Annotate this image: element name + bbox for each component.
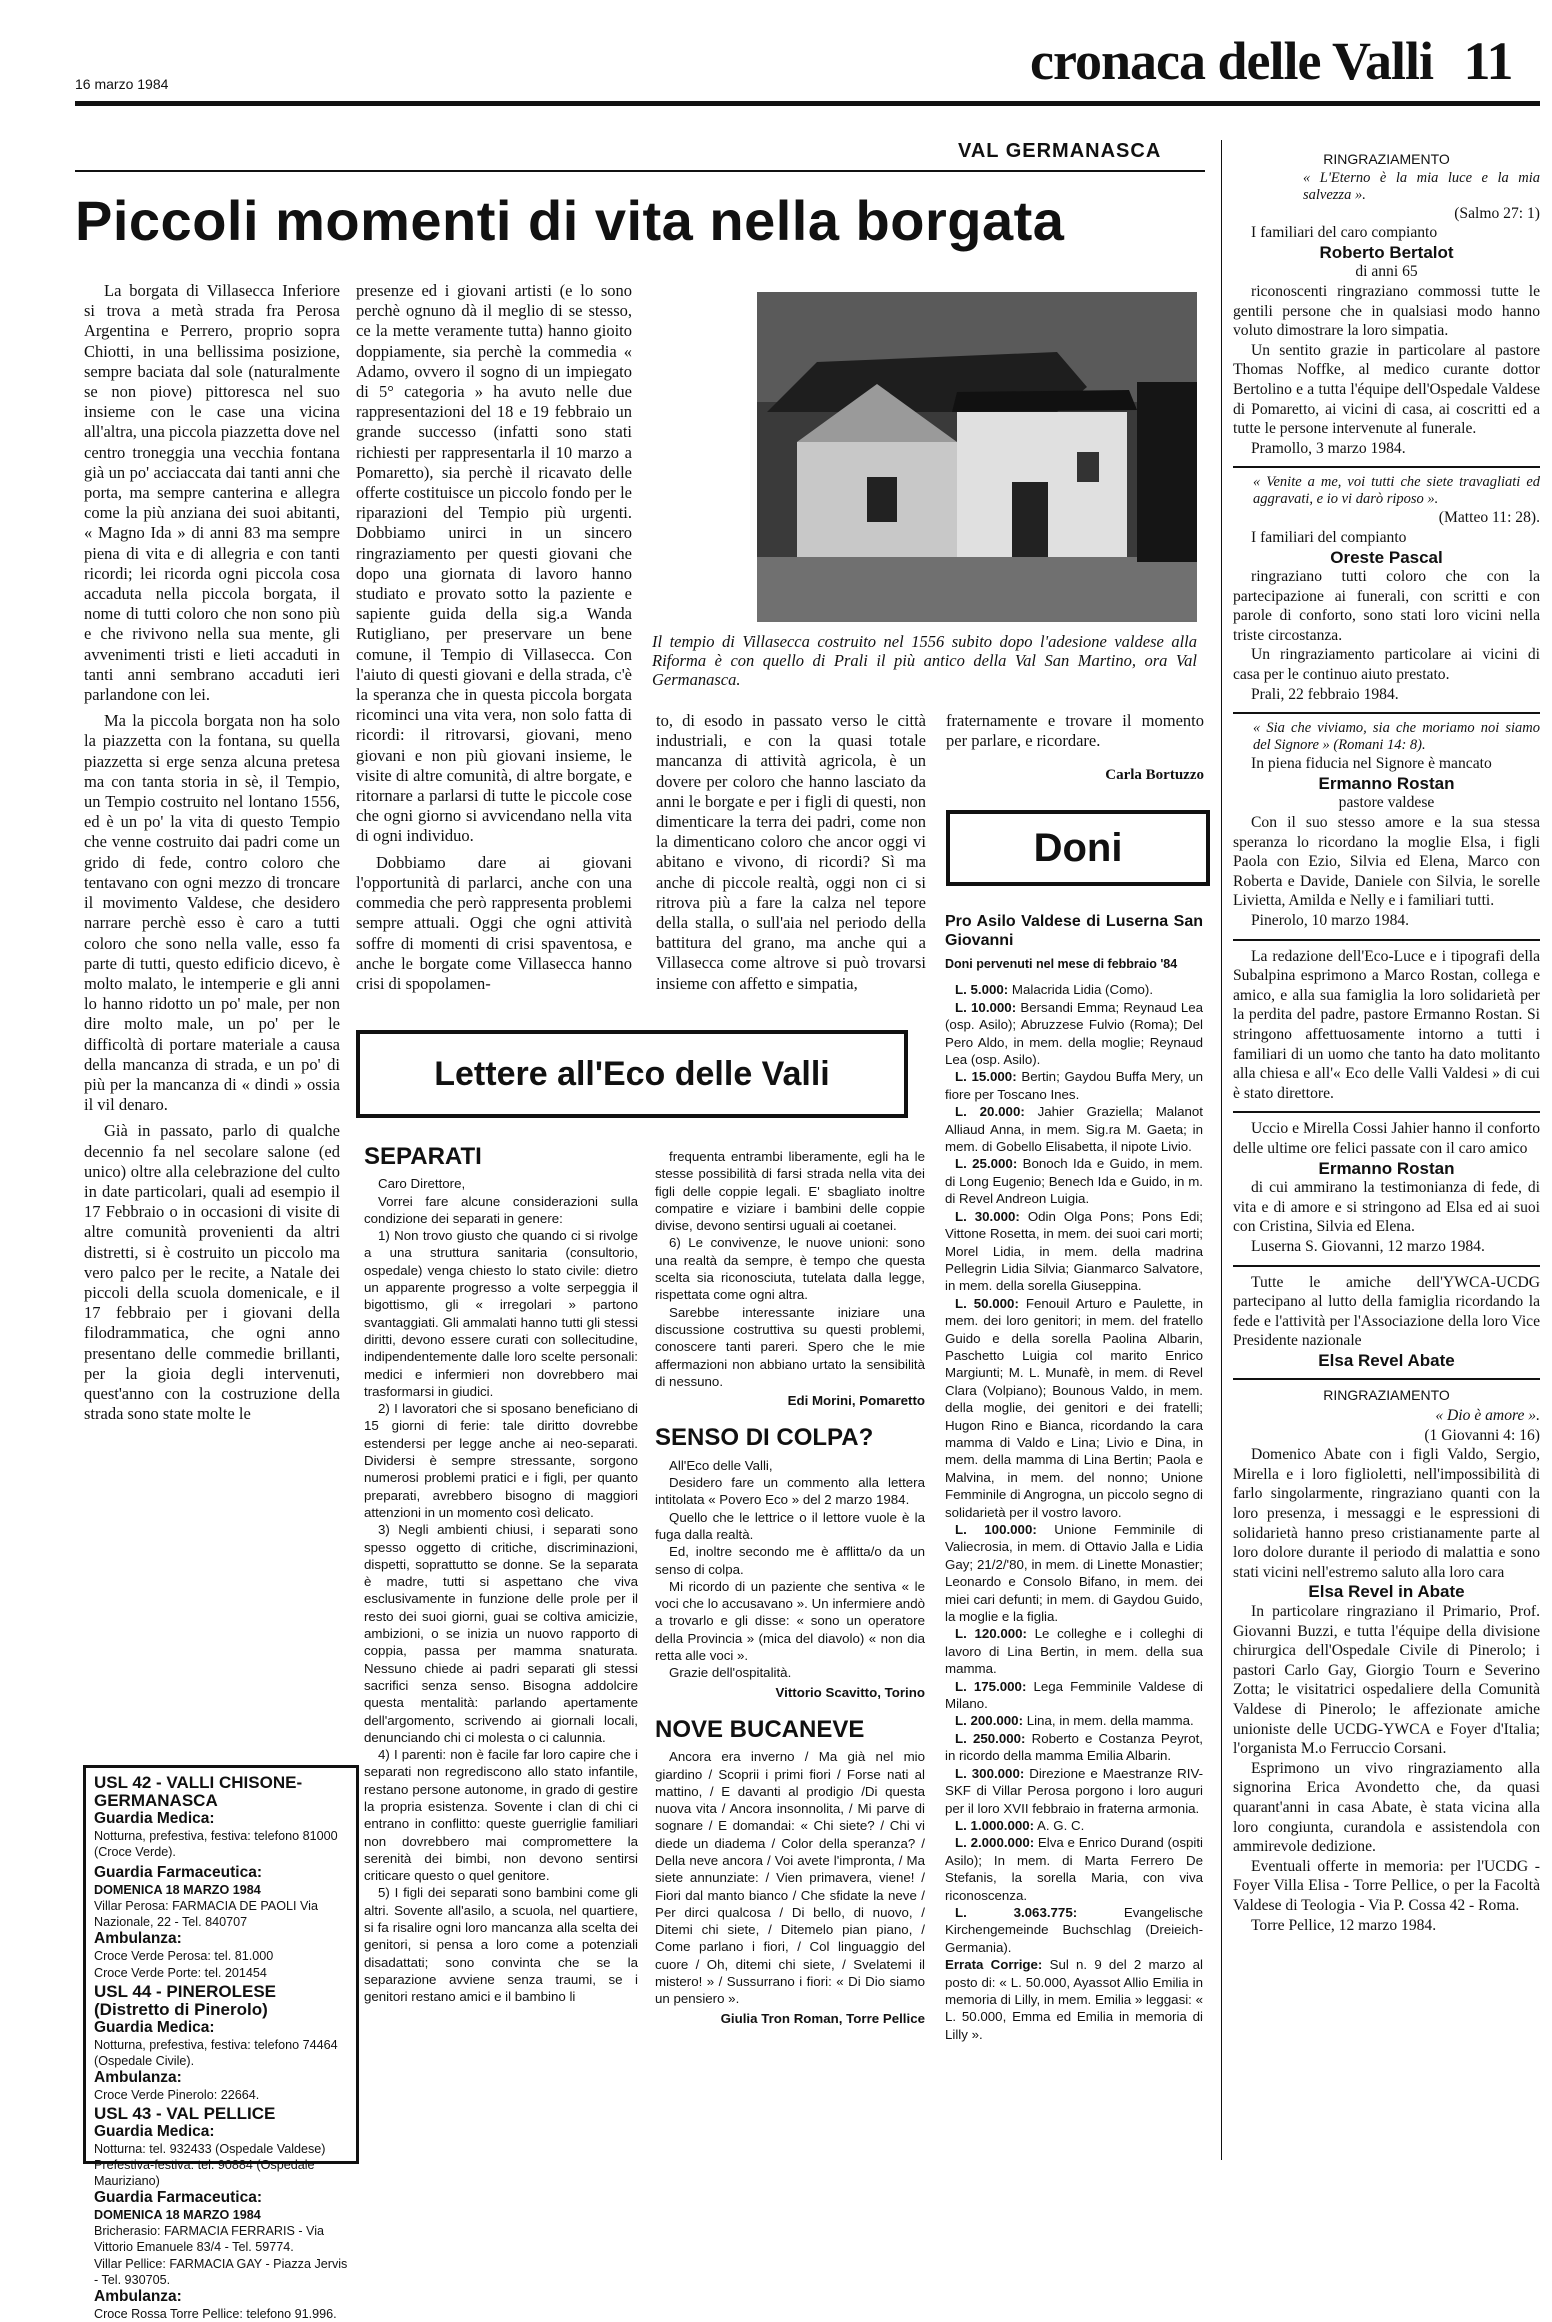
article-column-2 (356, 281, 632, 994)
paragraph: Eventuali offerte in memoria: per l'UCDG - Foyer Villa Elisa - Torre Pellice, o per la Facoltà Valdese di Teologia - Via P. Cossa 42 - Roma. (1233, 1857, 1540, 1914)
doni-item (945, 1678, 1203, 1713)
doni-amount: L. 175.000: (955, 1678, 1027, 1694)
usl42-title: USL 42 - VALLI CHISONE-GERMANASCA (94, 1773, 303, 1810)
article-paragraph: presenze ed i giovani artisti (e lo sono perchè ognuno dà il meglio di se stesso, ce la mette veramente tutta) hanno gioito doppiamente, sia perchè la commedia « Adamo, ovvero il sogno di un impiegato di 5° categoria » ha avuto nelle due rappresentazioni del 18 e 19 febbraio un grande successo (infatti sono stati richiesti per rappresentarla il 10 marzo a Pomaretto), sia perchè il ricavato delle offerte costituisce un piccolo fondo per le riparazioni del Tempio più urgenti. Dobbiamo unirci in un sincero ringraziamento per questi giovani che dopo una giornata di lavoro hanno studiato e provato sotto la paziente e sapiente guida della sig.a Wanda Rutigliano, per preservare un bene comune, il Tempio di Villasecca. Con l'aiuto di questi giovani e della strada, c'è la speranza che in questa piccola borgata ricominci una vita vera, non solo fatta di ricordi: il ritrovarsi, giovani, meno giovani e non più giovani insieme, le visite di altre comunità, di altre borgate, e ritornare a parlarsi di tutte le piccole cose che ogni giorno si avvicendano nella vita di ogni individuo. (356, 281, 632, 846)
paragraph: Bricherasio: FARMACIA FERRARIS - Via Vittorio Emanuele 83/4 - Tel. 59774. (94, 2224, 325, 2255)
paragraph: 1) Non trovo giusto che quando ci si rivolge a una struttura sanitaria (consultorio, ospedale) venga chiesto lo stato civile: dietro un apparente progresso a volte serpeggia il bigottismo, gli « irregolari » partono svantaggiati. Gli ammalati hanno tutti gli stessi diritti, devono essere curati con sollecitudine, indipendentemente dalle loro scelte personali: medici e infermieri non dovrebbero mai trasformarsi in giudici. (364, 1228, 638, 1399)
usl42-farm-text: Villar Perosa: FARMACIA DE PAOLI Via Nazionale, 22 - Tel. 840707 (94, 1899, 318, 1930)
paragraph: Sarebbe interessante iniziare una discussione costruttiva su questi problemi, conoscere tanti pareri. Spero che le mie affermazioni non abbiano urtato la sensibilità di nessuno. (655, 1304, 925, 1389)
doni-donors: Direzione e Maestranze RIV-SKF di Villar Perosa porgono i loro auguri per il loro XVII febbraio in fraterna armonia. (945, 1765, 1204, 1816)
letter-signature: Vittorio Scavitto, Torino (775, 1684, 925, 1700)
ringraziamento-heading: RINGRAZIAMENTO (1323, 1387, 1450, 1404)
article-paragraph: La borgata di Villasecca Inferiore si trova a metà strada fra Perosa Argentina e Perrero, proprio sopra Chiotti, in una bellissima posizione, sempre baciata dal sole (naturalmente se non piove) pittoresca nel suo insieme con le case una vicina all'altra, una piccola piazzetta dove nel centro troneggia una vecchia fontana già un po' acciaccata dai tanti anni che porta, ma sempre canterina e allegra come la più anziana dei suoi abitanti, « Magno Ida » di anni 83 ma sempre piena di vita e di allegria e con tanti ricordi; lei ricorda ogni piccola cosa accaduta nella piccola borgata, il nome di tutti coloro che non sono più e che rivivono nella sua mente, gli avvenimenti tristi e lieti accaduti in tanti anni sembrano accaduti ieri parlandone con lei. (84, 281, 340, 705)
article-title: Piccoli momenti di vita nella borgata (75, 189, 1065, 252)
letters-banner-label: Lettere all'Eco delle Valli (434, 1055, 830, 1093)
usl44-title: USL 44 - PINEROLESE (Distretto di Pinerolo) (94, 1981, 277, 2019)
bible-ref: (Salmo 27: 1) (1454, 204, 1540, 222)
issue-date: 16 marzo 1984 (75, 76, 169, 92)
paragraph: Prefestiva-festiva: tel. 90884 (Ospedale Mauriziano) (94, 2158, 315, 2189)
paragraph: Desidero fare un commento alla lettera intitolata « Povero Eco » del 2 marzo 1984. (655, 1475, 925, 1508)
bible-quote: « Dio è amore ». (1435, 1407, 1540, 1425)
paragraph: All'Eco delle Valli, (669, 1457, 773, 1473)
notice-intro: In piena fiducia nel Signore è mancato (1251, 755, 1492, 773)
notice-text: Domenico Abate con i figli Valdo, Sergio, Mirella e i loro figlioletti, nell'impossibilità di farlo singolarmente, ringraziano quanti con la loro presenza, i messaggi e le espressioni di solidarietà hanno preso cristianamente parte al loro dolore durante il periodo di malattia e sono stati vicini nell'estremo saluto alla loro cara (1233, 1446, 1540, 1581)
usl43-date: DOMENICA 18 MARZO 1984 (94, 2208, 261, 2223)
section-rule (75, 170, 1205, 172)
deceased-name: Elsa Revel Abate (1318, 1350, 1455, 1370)
doni-amount: L. 2.000.000: (955, 1835, 1035, 1851)
article-paragraph: fraternamente e trovare il momento per parlare, e ricordare. (946, 711, 1204, 751)
letter-signature: Edi Morini, Pomaretto (787, 1393, 925, 1409)
article-paragraph: to, di esodo in passato verso le città industriali, e con la quasi totale mancanza di attività agricola, è un dovere per coloro che hanno lasciato da anni le borgate e per i figli di questi, non dimenticare la terra dei padri, come non la dimenticano coloro che ancor oggi vi abitano e vivono, di ricordi? Sì ma anche di piccole realtà, oggi non ci si ritrova più a fare la calza nel tepore della stalla, o sull'aia nel periodo della battitura del grano, ma anche qui a Villasecca come altrove si può trovarsi insieme con affetto e simpatia, (656, 711, 926, 993)
usl42-farm: Guardia Farmaceutica: (94, 1864, 262, 1882)
usl44-medica: Guardia Medica: (94, 2018, 215, 2036)
notice-intro: I familiari del caro compianto (1251, 224, 1438, 242)
notice-intro: I familiari del compianto (1251, 528, 1407, 546)
doni-amount: L. 3.063.775: (955, 1904, 1078, 1920)
doni-amount: L. 250.000: (955, 1730, 1026, 1746)
usl43-medica-text (94, 2141, 350, 2189)
doni-item (945, 1521, 1203, 1625)
article-paragraph: Dobbiamo dare ai giovani l'opportunità di parlarci, anche con una commedia che però rappresenta problemi sempre attuali. Oggi che ogni attività soffre di momenti di crisi spaventosa, e anche le borgate come Villasecca hanno crisi di spopolamen- (356, 852, 632, 993)
paragraph: Villar Pellice: FARMACIA GAY - Piazza Jervis - Tel. 930705. (94, 2256, 348, 2287)
deceased-name: Oreste Pascal (1330, 547, 1443, 567)
section-label: VAL GERMANASCA (958, 140, 1162, 162)
letter-body (655, 1457, 925, 1682)
bible-ref: (Matteo 11: 28). (1438, 509, 1540, 527)
notice-text: La redazione dell'Eco-Luce e i tipografi della Subalpina esprimono a Marco Rostan, collega e amico, e alla sua famiglia la loro solidarietà per la perdita del padre, pastore Ermanno Rostan. Si stringono affettuosamente intorno a tutti i familiari di un uomo che tanto ha dato molitanto alla chiesa e all'« Eco delle Valli Valdesi » di cui è stato direttore. (1233, 947, 1540, 1102)
paragraph: Vorrei fare alcune considerazioni sulla condizione dei separati in genere: (364, 1193, 638, 1226)
header-rule (75, 101, 1540, 106)
errata-text: Sul n. 9 del 2 marzo al posto di: « L. 50.000, Ayassot Allio Emilia in memoria di Lilly, in mem. Emilia » leggasi: « L. 50.000, Emma ed Emilia in memoria di Lilly ». (945, 1957, 1203, 2042)
doni-donors: Unione Femminile di Valiecrosia, in mem. di Ottavio Jalla e Lidia Gay; 21/2/'80, in mem. di Linette Monastier; Leonardo e Consolo Bifano, in mem. dei miei cari defunti; in mem. di Gaydou Guido, la moglie e la figlia. (945, 1522, 1203, 1625)
doni-item (945, 999, 1203, 1069)
doni-amount: L. 30.000: (955, 1208, 1020, 1224)
temple-photo-image (757, 292, 1197, 622)
doni-amount: L. 1.000.000: (955, 1817, 1035, 1833)
letter-body (364, 1175, 638, 2005)
letter-separati-cont (655, 1148, 925, 2027)
paragraph: Grazie dell'ospitalità. (669, 1665, 792, 1681)
temple-photo (757, 292, 1197, 622)
doni-donors: Roberto e Costanza Peyrot, in ricordo della mamma Emilia Albarin. (945, 1730, 1203, 1764)
doni-item (945, 1103, 1203, 1155)
usl44-amb: Ambulanza: (94, 2068, 182, 2086)
doni-item (945, 1730, 1203, 1765)
notice-text (1233, 567, 1540, 685)
bible-quote: « Sia che viviamo, sia che moriamo noi siamo del Signore » (Romani 14: 8). (1253, 720, 1540, 754)
doni-banner (946, 810, 1210, 886)
poem-text: Ancora era inverno / Ma già nel mio giardino / Scoprii i primi fiori / Forse nati al mattino, / E davanti al prodigio /Di questa nuova vita / Ancora insonnolita, / Mi parve di sognare / E domandai: « Chi siete? / Chi vi diede un diadema / Color della speranza? / Della neve ancora / Voi avete l'impronta, / Ma siete annunziate: / Vien primavera, viene! / Fiori dal manto bianco / Che sfidate la neve / Per dirci qualcosa / Di bello, di nuovo, / Ditemi chi siete, / Ditemelo pian piano, / Come parlano i fiori, / Col linguaggio del cuore / Oh, ditemi chi siete, / Svelatemi il mistero! » / Sussurrano i fiori: « Di Dio siamo un pensiero ». (655, 1749, 925, 2007)
paragraph: Quello che le lettrice o il lettore vuole è la fuga dalla realtà. (655, 1509, 925, 1542)
deceased-name: Ermanno Rostan (1318, 773, 1455, 793)
notice-place: Pramollo, 3 marzo 1984. (1251, 439, 1406, 457)
page-number: 11 (1463, 31, 1513, 91)
doni-amount: L. 100.000: (955, 1522, 1037, 1537)
doni-amount: L. 25.000: (955, 1156, 1018, 1172)
doni-subtitle: Doni pervenuti nel mese di febbraio '84 (945, 957, 1178, 971)
usl-box (83, 1765, 359, 2321)
letter-title: NOVE BUCANEVE (655, 1715, 865, 1743)
paragraph: ringraziano tutti coloro che con la partecipazione ai funerali, con scritti e con parole di conforto, sono stati loro vicini nella triste circostanza. (1233, 568, 1540, 644)
article-paragraph: Già in passato, parlo di qualche decennio fa nel secolare salone (ed unico) oltre alla celebrazione del culto in date particolari, quali ad esempio il 17 Febbraio o in occasioni di visite di altre comunità provenienti da altri distretti, si è costruito un piccolo ma vero palco per le recite, a Natale dei piccoli della scuola domenicale, e il 17 febbraio per i giovani della filodrammatica, che ogni anno presentano delle commedie brillanti, per la gioia degli intervenuti, quest'anno con la costruzione della strada sono state molte le (84, 1121, 340, 1424)
paragraph: 4) I parenti: non è facile far loro capire che i separati non regrediscono allo stato infantile, restano persone autonome, in grado di gestire la propria esistenza. Sovente i clan di chi ci entrano in conflitto: queste guerriglie familiari non dovrebbero mai compromettere la serenità dei bimbi, non devono sentirsi criticare questo o quel genitore. (364, 1747, 638, 1884)
doni-item (945, 1712, 1203, 1729)
doni-item (945, 1155, 1203, 1207)
notice-text: Con il suo stesso amore e la sua stessa speranza lo ricordano la moglie Elsa, i figli Paola con Ezio, Silvia ed Elena, Marco con Roberta e Davide, Daniele con Silvia, le sorelle Livietta, Amilda e Nelly e i familiari tutti. (1233, 814, 1540, 910)
doni-donors: Odin Olga Pons; Pons Edi; Vittone Rosetta, in mem. dei suoi cari morti; Morel Lidia, in mem. della madrina Pellegrin Lidia Silvia; Gianmarco Salvatore, in mem. della sorella Giuseppina. (945, 1208, 1204, 1294)
paragraph: Croce Verde Perosa: tel. 81.000 (94, 1949, 274, 1964)
deceased-name: Elsa Revel in Abate (1308, 1582, 1465, 1602)
usl43-farm-text (94, 2223, 350, 2287)
paragraph: frequenta entrambi liberamente, egli ha le stesse possibilità di farsi strada nella vita dei figli delle coppie legali. E' sbagliato inoltre compatire e viziare i bambini delle coppie divise, devono sentirsi uguali ai coetanei. (655, 1149, 925, 1234)
doni-donors: Le colleghe e i colleghi di lavoro di Lina Bertin, in mem. della sua mamma. (945, 1626, 1203, 1677)
notice-text (1233, 1602, 1540, 1916)
paragraph: 5) I figli dei separati sono bambini come gli altri. Sovente all'asilo, a scuola, nel quartiere, si fa risalire ogni loro mancanza alla scelta dei genitori, si pensa a loro come a potenziali disadattati; sono convinta che se la separazione avviene senza traumi, se i genitori restano amici e il bambino li (364, 1885, 638, 2005)
doni-donors: Bersandi Emma; Reynaud Lea (osp. Asilo); Abruzzese Fulvio (Roma); Del Pero Aldo, in mem. della moglie; Reynaud Lea (osp. Asilo). (945, 999, 1204, 1068)
notice-text (1233, 282, 1540, 439)
paragraph: Esprimono un vivo ringraziamento alla signorina Erica Avondetto che, da quasi quarant'anni in casa Abate, è stata vicina alla loro congiunta, curandola e assistendola con ammirevole dedizione. (1233, 1759, 1540, 1856)
notice-place: Prali, 22 febbraio 1984. (1251, 685, 1399, 703)
paragraph: Croce Verde Porte: tel. 201454 (94, 1965, 267, 1980)
errata-label: Errata Corrige: (945, 1957, 1043, 1973)
doni-item (945, 981, 1203, 998)
photo-caption: Il tempio di Villasecca costruito nel 1556 subito dopo l'adesione valdese alla Riforma è con quello di Prali il più antico della Val San Martino, ora Val Germanasca. (652, 632, 1197, 689)
article-column-3 (656, 711, 926, 994)
doni-item (945, 1625, 1203, 1677)
doni-item (945, 1817, 1203, 1834)
doni-banner-label: Doni (1033, 826, 1123, 870)
deceased-age: di anni 65 (1355, 263, 1418, 281)
bible-quote: « Venite a me, voi tutti che siete travagliati ed aggravati, e io vi darò riposo ». (1253, 474, 1540, 508)
doni-item (945, 1765, 1203, 1817)
article-column-4 (946, 711, 1204, 786)
notice-text: di cui ammirano la testimonianza di fede, di vita e di amore e si stringono ad Elsa ed ai suoi con Cristina, Silvia ed Elena. (1233, 1179, 1540, 1236)
doni-amount: L. 10.000: (955, 999, 1017, 1015)
usl44-amb-text: Croce Verde Pinerolo: 22664. (94, 2087, 260, 2102)
usl43-medica: Guardia Medica: (94, 2122, 215, 2140)
doni-item (945, 1904, 1203, 1956)
doni-donors: Elva e Enrico Durand (ospiti Asilo); In mem. di Marta Ferrero De Stefanis, la sorella Maria, con viva riconoscenza. (945, 1835, 1204, 1903)
deceased-name: Roberto Bertalot (1319, 242, 1454, 262)
masthead-title: cronaca delle Valli (1030, 31, 1434, 91)
doni-title: Pro Asilo Valdese di Luserna San Giovanni (945, 913, 1203, 949)
letter-title: SENSO DI COLPA? (655, 1424, 874, 1452)
doni-errata (945, 1956, 1203, 2043)
ringraziamento-heading: RINGRAZIAMENTO (1323, 151, 1450, 167)
paragraph: Un ringraziamento particolare ai vicini di casa per le continuo aiuto prestato. (1233, 646, 1540, 684)
doni-list (945, 912, 1203, 2043)
paragraph: 3) Negli ambienti chiusi, i separati sono spesso oggetto di critiche, discriminazioni, dispetti, soprattutto se donne. Se la separata è madre, tutti si aspettano che viva esclusivamente in funzione delle prole per il resto dei suoi giorni, guai se coltiva amicizie, ambizioni, o se inizia un nuovo rapporto di coppia, passa per mamma snaturata. Nessuno chiede ai padri separati gli stessi sacrifici senza senso. Bisogna addolcire questa mentalità: parlando apertamente dell'argomento, scrivendo ai giornali locali, denunciando chi ci molesta o ci calunnia. (364, 1522, 638, 1745)
doni-donors: Evangelische Kirchengemeinde Buchschlag (Dreieich-Germania). (945, 1904, 1203, 1955)
column-divider (1221, 140, 1222, 2160)
doni-donors: Bertin; Gaydou Buffa Mery, un fiore per Toscano Ines. (945, 1069, 1204, 1102)
doni-donors: Malacrida Lidia (Como). (1008, 982, 1154, 998)
article-author: Carla Bortuzzo (1105, 767, 1204, 784)
doni-donors: Bonoch Ida e Guido, in mem. di Long Eugenio; Benech Ida e Guido, in m. di Revel Andreon Luigia. (945, 1156, 1203, 1207)
paragraph: Un sentito grazie in particolare al pastore Thomas Noffke, al medico curante dottor Bertolino e a tutta l'équipe dell'Ospedale Valdese di Pomaretto, ai vicini di casa, ai coscritti ed a tutte le persone intervenute al funerale. (1233, 341, 1540, 438)
doni-donors: Jahier Graziella; Malanot Alliaud Anna, in mem. Sig.ra M. Gaeta; in mem. di Gobello Elisabetta, il nipote Livio. (945, 1104, 1203, 1155)
paragraph: 6) Le convivenze, le nuove unioni: sono una realtà da sempre, è tempo che questa scelta sia riconosciuta, tutelata dalla legge, rispettata come ogni altra. (655, 1235, 925, 1303)
notice-text: Tutte le amiche dell'YWCA-UCDG partecipano al lutto della famiglia ricordando la fede e l'attività per l'Associazione della loro Vice Presidente nazionale (1233, 1273, 1540, 1350)
deceased-name: Ermanno Rostan (1318, 1158, 1455, 1178)
usl44-medica-text: Notturna, prefestiva, festiva: telefono 74464 (Ospedale Civile). (94, 2037, 338, 2068)
doni-amount: L. 50.000: (955, 1295, 1019, 1311)
doni-item (945, 1295, 1203, 1521)
usl43-amb: Ambulanza: (94, 2287, 182, 2305)
usl43-title: USL 43 - VAL PELLICE (94, 2103, 276, 2123)
paragraph: In particolare ringraziano il Primario, Prof. Giovanni Buzzi, e tutta l'équipe della divisione chirurgica dell'Ospedale Civile di Pinerolo; i pastori Carlo Gay, Giorgio Tourn e Severino Zotta; le visitatrici ospedaliere della Comunità Valdese di Pinerolo; le affezionate amiche unioniste delle UCDG-YWCA e Foyer d'Italia; l'organista M.o Ferruccio Corsani. (1233, 1603, 1540, 1758)
paragraph: Caro Direttore, (378, 1176, 466, 1192)
doni-item (945, 1068, 1203, 1103)
notice-text: Uccio e Mirella Cossi Jahier hanno il conforto delle ultime ore felici passate con il caro amico (1233, 1120, 1540, 1157)
bible-ref: (1 Giovanni 4: 16) (1424, 1426, 1540, 1444)
doni-item (945, 1208, 1203, 1295)
usl42-date: DOMENICA 18 MARZO 1984 (94, 1883, 261, 1898)
doni-donors: A. G. C. (1034, 1817, 1085, 1833)
usl42-amb-text (94, 1948, 350, 1980)
usl42-medica-text: Notturna, prefestiva, festiva: telefono 81000 (Croce Verde). (94, 1829, 338, 1860)
letter-separati (364, 1143, 638, 2006)
doni-amount: L. 5.000: (955, 982, 1009, 998)
paragraph: Notturna: tel. 932433 (Ospedale Valdese) (94, 2141, 326, 2156)
paragraph: 2) I lavoratori che si sposano beneficiano di 15 giorni di ferie: tale diritto dovrebbe estendersi per legge anche ai neo-separati. Dividersi è sempre stressante, sorgono numerosi problemi pratici e i figli, per quanto preparati, avrebbero bisogno di maggiori attenzioni in un momento così delicato. (364, 1401, 638, 1520)
notice-place: Torre Pellice, 12 marzo 1984. (1251, 1916, 1437, 1934)
doni-amount: L. 120.000: (955, 1626, 1027, 1642)
usl43-amb-text: Croce Rossa Torre Pellice: telefono 91.996. (94, 2306, 337, 2321)
usl43-farm: Guardia Farmaceutica: (94, 2189, 262, 2207)
notice-place: Luserna S. Giovanni, 12 marzo 1984. (1251, 1237, 1485, 1255)
bible-quote: « L'Eterno è la mia luce e la mia salvezza ». (1303, 169, 1540, 203)
letter-title: SEPARATI (364, 1143, 482, 1170)
deceased-role: pastore valdese (1338, 794, 1435, 812)
article-column-1 (84, 281, 340, 1424)
article-paragraph: Ma la piccola borgata non ha solo la piazzetta con la fontana, su quella piazzetta si erge senza alcuna pretesa ma con tanta storia in sè, il Tempio, un Tempio costruito nel lontano 1556, ed è un po' la vita di questo Tempio che venne costruito dai padri come un grido di fede, contro coloro che tentavano con ogni mezzo di troncare il movimento Valdese, che desidero narrare perchè esso è caro a tutti coloro che sono nella valle, esso fa parte di tutti, questo edificio dicevo, è molto malato, le intemperie e gli anni lo hanno ridotto un po' male, per non dire molto male, un po' per le difficoltà di portare materiale a causa della mancanza di strada, e un po' di più per la mancanza di « dindi » ossia il vil denaro. (84, 711, 340, 1115)
doni-amount: L. 15.000: (955, 1069, 1017, 1085)
doni-donors: Lega Femminile Valdese di Milano. (945, 1678, 1203, 1712)
doni-items (945, 981, 1203, 1956)
paragraph: riconoscenti ringraziano commossi tutte le gentili persone che in qualsiasi modo hanno voluto dimostrare la loro simpatia. (1233, 282, 1540, 340)
doni-donors: Lina, in mem. della mamma. (1023, 1713, 1194, 1729)
paragraph: Ed, inoltre secondo me è afflitta/o da un senso di colpa. (655, 1544, 925, 1577)
usl42-amb: Ambulanza: (94, 1930, 182, 1948)
letter-signature: Giulia Tron Roman, Torre Pellice (720, 2010, 925, 2026)
doni-donors: Fenouil Arturo e Paulette, in mem. dei loro genitori; in mem. del fratello Guido e della sorella Paolina Albarin, Paschetto Luigia col marito Enrico Margiunti; M. L. Munafè, in mem. di Revel Clara (Volpiano); Bounous Valdo, in mem. della moglie, dei genitori e dei fratelli; Hugon Rino e Bianca, ricordando la cara mamma di Valdo e Lina; Livio e Dina, in mem. della mamma di Lina Bertin; Paola e Malvina, in mem. del nonno; Unione Femminile di Angrogna, un piccolo segno di solidarietà per il vostro lavoro. (945, 1295, 1203, 1520)
doni-item (945, 1834, 1203, 1904)
letters-banner (356, 1030, 908, 1118)
doni-amount: L. 300.000: (955, 1765, 1025, 1781)
notice-place: Pinerolo, 10 marzo 1984. (1251, 912, 1410, 929)
letter-body (655, 1148, 925, 1390)
doni-amount: L. 20.000: (955, 1104, 1025, 1120)
masthead (1030, 30, 1513, 92)
right-column (1233, 150, 1540, 1935)
doni-amount: L. 200.000: (955, 1713, 1024, 1729)
paragraph: Mi ricordo di un paziente che sentiva « le voci che lo accusavano ». Un infermiere andò a trovarlo e gli disse: « sono un operatore della Provincia » (mica del diavolo) « non dia retta alle voci ». (655, 1578, 925, 1664)
usl42-medica: Guardia Medica: (94, 1810, 215, 1827)
